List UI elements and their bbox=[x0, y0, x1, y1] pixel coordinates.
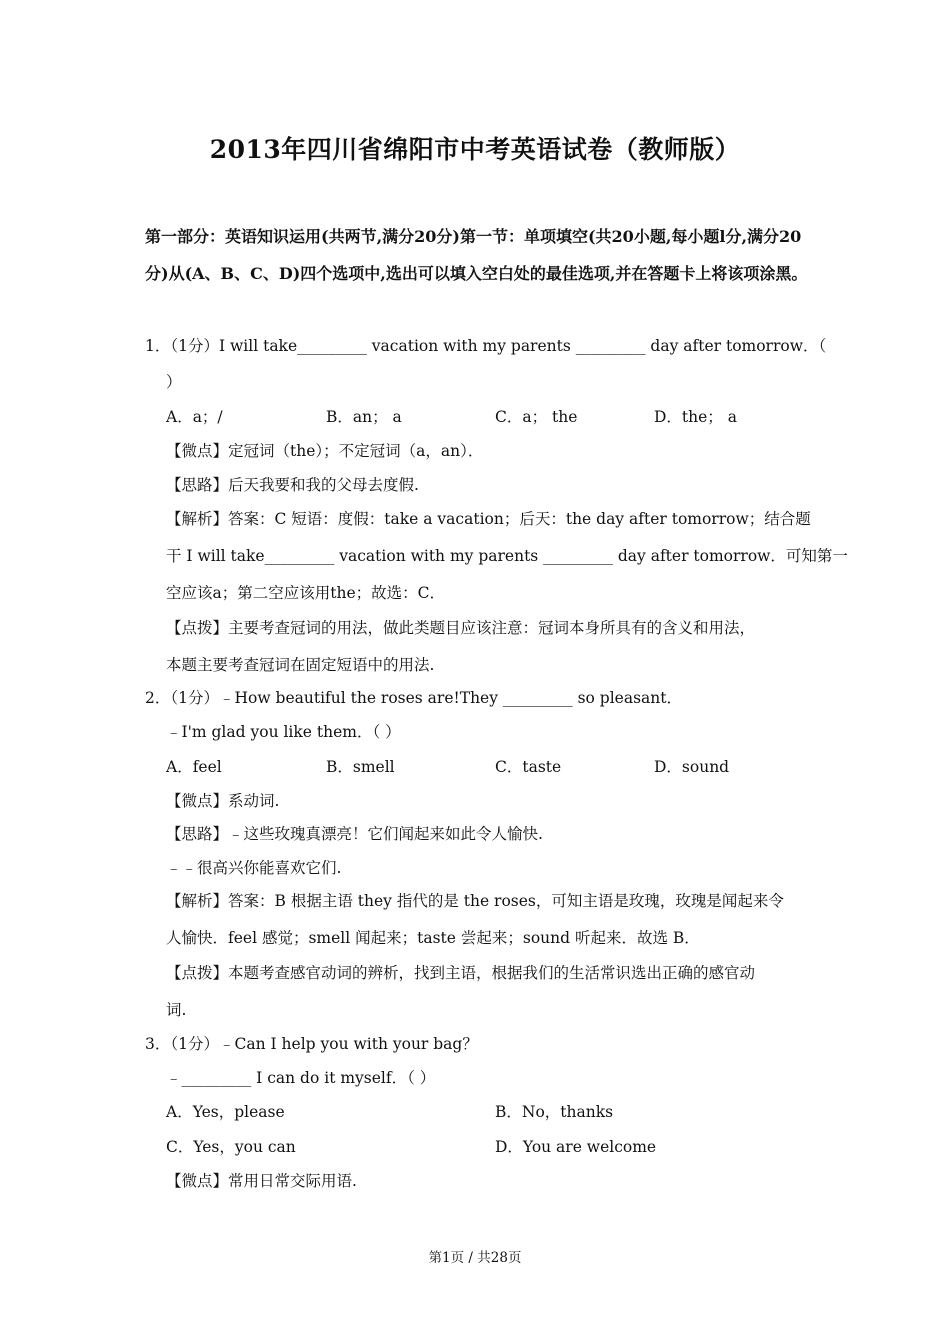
q1-stem-paren: ） bbox=[166, 373, 182, 391]
q2-option-b: B．smell bbox=[326, 758, 395, 776]
q3-option-c: C．Yes，you can bbox=[166, 1138, 296, 1156]
q1-dianbo-1: 【点拨】主要考查冠词的用法，做此类题目应该注意：冠词本身所具有的含义和用法， bbox=[166, 619, 756, 637]
q1-option-a: A．a；/ bbox=[166, 408, 223, 426]
q1-dianbo-2: 本题主要考查冠词在固定短语中的用法. bbox=[166, 656, 435, 674]
q1-jiexi-1: 【解析】答案：C 短语：度假：take a vacation；后天：the day after tomorrow；结合题 bbox=[166, 510, 811, 528]
q1-stem: 1．（1分）I will take_________ vacation with my parents _________ day after tomorrow．（ bbox=[145, 337, 827, 355]
q2-silu-1: 【思路】﹣这些玫瑰真漂亮！它们闻起来如此令人愉快. bbox=[166, 825, 543, 843]
q3-option-d: D．You are welcome bbox=[495, 1138, 657, 1156]
q2-stem: 2．（1分）﹣How beautiful the roses are!They _________ so pleasant． bbox=[145, 689, 683, 707]
page-footer: 第1页 / 共28页 bbox=[428, 1250, 522, 1266]
q3-option-a: A．Yes，please bbox=[166, 1103, 285, 1121]
q1-option-c: C．a； the bbox=[495, 408, 578, 426]
q1-weidian: 【微点】定冠词（the）；不定冠词（a，an）． bbox=[166, 442, 484, 460]
q1-silu: 【思路】后天我要和我的父母去度假. bbox=[166, 476, 419, 494]
q3-stem-reply: ﹣_________ I can do it myself．（ ） bbox=[166, 1069, 436, 1087]
q3-option-b: B．No，thanks bbox=[495, 1103, 614, 1121]
q1-option-b: B．an； a bbox=[326, 408, 402, 426]
q2-option-c: C．taste bbox=[495, 758, 562, 776]
q3-stem: 3．（1分）﹣Can I help you with your bag？ bbox=[145, 1035, 478, 1053]
q2-stem-reply: ﹣I'm glad you like them．（ ） bbox=[166, 723, 401, 741]
q2-jiexi-2: 人愉快．feel 感觉；smell 闻起来；taste 尝起来；sound 听起来．故选 B． bbox=[166, 929, 700, 947]
q1-jiexi-3: 空应该a；第二空应该用the；故选：C． bbox=[166, 584, 445, 602]
q1-option-d: D．the； a bbox=[654, 408, 737, 426]
document-title: 2013年四川省绵阳市中考英语试卷（教师版） bbox=[209, 135, 741, 164]
q2-option-a: A．feel bbox=[166, 758, 222, 776]
q2-dianbo-1: 【点拨】本题考查感官动词的辨析，找到主语，根据我们的生活常识选出正确的感官动 bbox=[166, 964, 756, 982]
section-intro: 第一部分：英语知识运用(共两节,满分20分)第一节：单项填空(共20小题,每小题l分,满分20分)从(A、B、C、D)四个选项中,选出可以填入空白处的最佳选项,并在答题卡上将该项涂黑。 bbox=[145, 227, 808, 283]
q2-jiexi-1: 【解析】答案：B 根据主语 they 指代的是 the roses，可知主语是玫瑰，玫瑰是闻起来令 bbox=[166, 892, 784, 910]
q1-jiexi-2: 干 I will take_________ vacation with my parents _________ day after tomorrow．可知第一 bbox=[166, 547, 848, 565]
q2-option-d: D．sound bbox=[654, 758, 730, 776]
q2-weidian: 【微点】系动词. bbox=[166, 792, 280, 810]
q2-silu-2: ﹣﹣很高兴你能喜欢它们. bbox=[166, 859, 342, 877]
q3-weidian: 【微点】常用日常交际用语. bbox=[166, 1172, 357, 1190]
q2-dianbo-2: 词. bbox=[166, 1001, 187, 1019]
